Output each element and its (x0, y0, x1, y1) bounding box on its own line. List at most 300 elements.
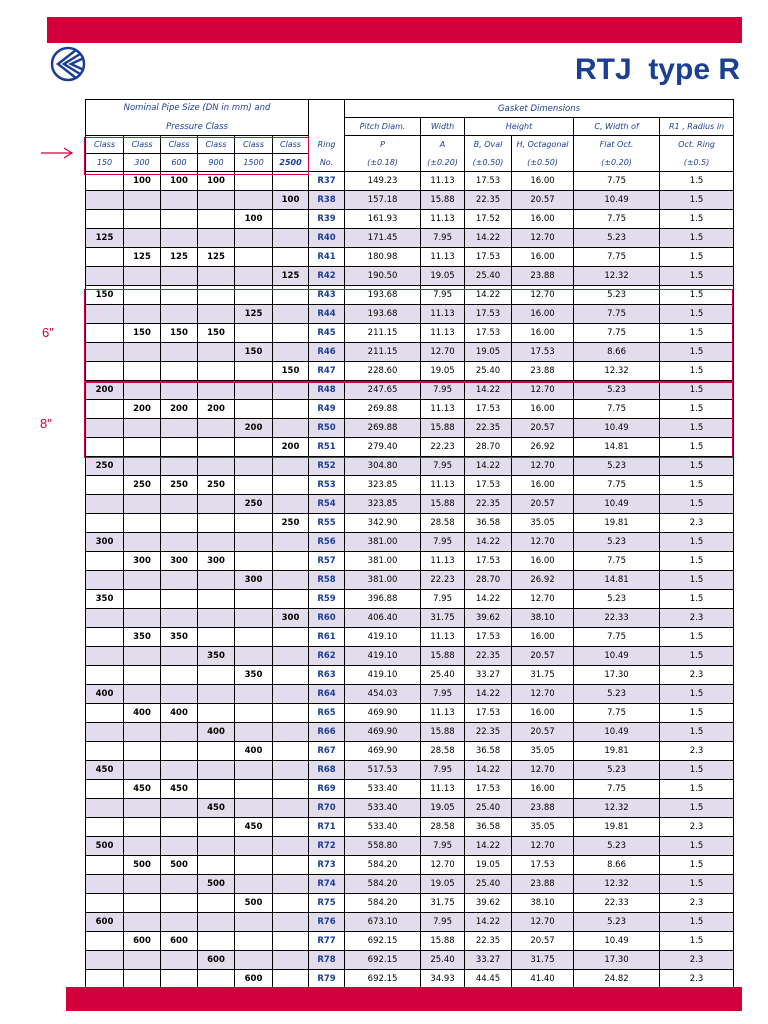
class-2500-cell (273, 647, 309, 666)
table-row (86, 666, 734, 685)
class-600-cell (161, 267, 198, 286)
radius-cell: 2.3 (660, 818, 734, 837)
octagonal-height-cell: 16.00 (512, 780, 574, 799)
octagonal-height-cell: 20.57 (512, 647, 574, 666)
class-600-cell (161, 818, 198, 837)
radius-cell: 1.5 (660, 780, 734, 799)
oval-height-cell: 22.35 (465, 932, 512, 951)
oval-height-cell: 22.35 (465, 723, 512, 742)
octagonal-height-cell: 17.53 (512, 343, 574, 362)
flat-width-cell: 5.23 (574, 913, 660, 932)
width-cell: 11.13 (421, 780, 465, 799)
octagonal-height-cell: 31.75 (512, 951, 574, 970)
flat-width-cell: 24.82 (574, 970, 660, 989)
class-150-cell (86, 818, 124, 837)
ring-no-cell: R44 (309, 305, 345, 324)
class-150-cell: 150 (86, 286, 124, 305)
flat-width-cell: 10.49 (574, 419, 660, 438)
table-row (86, 457, 734, 476)
class-900-cell (198, 761, 235, 780)
class-300-cell: 200 (124, 400, 161, 419)
oval-height-cell: 14.22 (465, 381, 512, 400)
pitch-diam-cell: 469.90 (345, 742, 421, 761)
table-row (86, 837, 734, 856)
oval-height-cell: 14.22 (465, 761, 512, 780)
oval-height-cell: 36.58 (465, 514, 512, 533)
class-1500-cell: 450 (235, 818, 273, 837)
class-1500-cell (235, 286, 273, 305)
width-cell: 11.13 (421, 248, 465, 267)
table-row (86, 609, 734, 628)
class-1500-cell (235, 533, 273, 552)
class-300-cell: 500 (124, 856, 161, 875)
class-value: 900 (198, 154, 235, 172)
octagonal-height-cell: 35.05 (512, 514, 574, 533)
oval-header-2: (±0.50) (465, 154, 512, 172)
class-600-cell: 250 (161, 476, 198, 495)
ring-no-cell: R55 (309, 514, 345, 533)
class-900-cell (198, 685, 235, 704)
bottom-accent-bar (66, 987, 742, 1011)
flat-width-cell: 7.75 (574, 324, 660, 343)
pitch-diam-cell: 469.90 (345, 723, 421, 742)
octagonal-height-cell: 20.57 (512, 191, 574, 210)
ring-no-cell: R49 (309, 400, 345, 419)
class-900-cell: 500 (198, 875, 235, 894)
class-900-cell (198, 837, 235, 856)
ring-no-cell: R74 (309, 875, 345, 894)
class-300-cell (124, 457, 161, 476)
oval-height-cell: 22.35 (465, 191, 512, 210)
class-900-cell (198, 191, 235, 210)
flat-width-cell: 5.23 (574, 229, 660, 248)
class-900-cell (198, 818, 235, 837)
flat-width-cell: 12.32 (574, 267, 660, 286)
flat-width-cell: 7.75 (574, 210, 660, 229)
radius-cell: 1.5 (660, 286, 734, 305)
class-1500-cell: 250 (235, 495, 273, 514)
pitch-diam-cell: 180.98 (345, 248, 421, 267)
class-150-cell (86, 742, 124, 761)
ring-no-cell: R79 (309, 970, 345, 989)
class-150-cell (86, 894, 124, 913)
oval-height-cell: 19.05 (465, 343, 512, 362)
octagonal-height-cell: 12.70 (512, 457, 574, 476)
class-1500-cell (235, 590, 273, 609)
radius-cell: 1.5 (660, 248, 734, 267)
oval-height-cell: 14.22 (465, 590, 512, 609)
class-300-cell (124, 381, 161, 400)
radius-cell: 1.5 (660, 799, 734, 818)
class-900-cell (198, 970, 235, 989)
table-row (86, 438, 734, 457)
oval-height-cell: 39.62 (465, 609, 512, 628)
class-1500-cell (235, 324, 273, 343)
ring-no-cell: R42 (309, 267, 345, 286)
class-900-cell (198, 438, 235, 457)
class-1500-cell (235, 400, 273, 419)
width-header-2: A (421, 136, 465, 154)
width-header-3: (±0.20) (421, 154, 465, 172)
class-2500-cell (273, 932, 309, 951)
rtj-gasket-table (85, 99, 734, 989)
class-2500-cell: 200 (273, 438, 309, 457)
class-2500-cell (273, 229, 309, 248)
class-1500-cell (235, 951, 273, 970)
flat-width-cell: 8.66 (574, 856, 660, 875)
ring-no-cell: R78 (309, 951, 345, 970)
octagonal-height-cell: 23.88 (512, 362, 574, 381)
class-150-cell (86, 343, 124, 362)
class-300-cell (124, 951, 161, 970)
class-2500-cell (273, 210, 309, 229)
class-900-cell (198, 571, 235, 590)
class-300-cell (124, 685, 161, 704)
table-row (86, 742, 734, 761)
ring-no-cell: R65 (309, 704, 345, 723)
class-600-cell: 100 (161, 172, 198, 191)
class-2500-cell (273, 704, 309, 723)
class-1500-cell: 200 (235, 419, 273, 438)
flat-width-cell: 7.75 (574, 400, 660, 419)
pitch-diam-cell: 211.15 (345, 324, 421, 343)
ring-no-cell: R39 (309, 210, 345, 229)
flat-width-cell: 14.81 (574, 438, 660, 457)
class-300-cell: 125 (124, 248, 161, 267)
class-150-cell: 200 (86, 381, 124, 400)
table-row (86, 210, 734, 229)
class-900-cell (198, 628, 235, 647)
class-1500-cell (235, 799, 273, 818)
class-2500-cell (273, 400, 309, 419)
radius-cell: 1.5 (660, 305, 734, 324)
oval-height-cell: 33.27 (465, 666, 512, 685)
class-900-cell (198, 666, 235, 685)
ring-no-cell: R75 (309, 894, 345, 913)
radius-cell: 1.5 (660, 324, 734, 343)
table-row (86, 723, 734, 742)
class-2500-cell (273, 780, 309, 799)
class-600-cell (161, 229, 198, 248)
pitch-diam-cell: 673.10 (345, 913, 421, 932)
class-600-cell (161, 457, 198, 476)
class-150-cell (86, 647, 124, 666)
radius-cell: 1.5 (660, 476, 734, 495)
class-1500-cell (235, 362, 273, 381)
radius-cell: 1.5 (660, 495, 734, 514)
class-300-cell (124, 609, 161, 628)
class-150-cell (86, 438, 124, 457)
class-150-cell (86, 514, 124, 533)
radius-cell: 1.5 (660, 571, 734, 590)
class-value: 150 (86, 154, 124, 172)
width-cell: 22.23 (421, 571, 465, 590)
table-row (86, 761, 734, 780)
class-900-cell (198, 894, 235, 913)
ring-no-cell: R67 (309, 742, 345, 761)
octagonal-height-cell: 38.10 (512, 894, 574, 913)
class-150-cell: 450 (86, 761, 124, 780)
octagonal-height-cell: 12.70 (512, 685, 574, 704)
pitch-diam-cell: 247.65 (345, 381, 421, 400)
oval-height-cell: 17.53 (465, 324, 512, 343)
class-300-cell (124, 343, 161, 362)
table-row (86, 286, 734, 305)
class-2500-cell (273, 248, 309, 267)
class-1500-cell (235, 837, 273, 856)
ring-no-cell: R61 (309, 628, 345, 647)
class-600-cell (161, 723, 198, 742)
ring-no-cell: R56 (309, 533, 345, 552)
class-300-cell (124, 229, 161, 248)
class-900-cell (198, 210, 235, 229)
class-900-cell: 125 (198, 248, 235, 267)
flat-width-cell: 7.75 (574, 552, 660, 571)
class-1500-cell (235, 172, 273, 191)
pitch-diam-cell: 269.88 (345, 400, 421, 419)
pitch-diam-cell: 533.40 (345, 780, 421, 799)
flat-width-cell: 19.81 (574, 742, 660, 761)
class-600-cell (161, 913, 198, 932)
class-150-cell (86, 970, 124, 989)
oval-height-cell: 36.58 (465, 818, 512, 837)
class-1500-cell: 150 (235, 343, 273, 362)
ring-no-cell: R66 (309, 723, 345, 742)
width-cell: 22.23 (421, 438, 465, 457)
class-600-cell (161, 799, 198, 818)
class-150-cell (86, 172, 124, 191)
pitch-diam-cell: 161.93 (345, 210, 421, 229)
flat-header-2: Flat Oct. (574, 136, 660, 154)
width-cell: 28.58 (421, 818, 465, 837)
class-600-cell (161, 742, 198, 761)
class-300-cell: 100 (124, 172, 161, 191)
class-1500-cell (235, 514, 273, 533)
class-150-cell (86, 305, 124, 324)
radius-cell: 1.5 (660, 875, 734, 894)
table-row (86, 476, 734, 495)
pitch-diam-cell: 469.90 (345, 704, 421, 723)
oval-height-cell: 25.40 (465, 267, 512, 286)
class-2500-cell (273, 286, 309, 305)
class-600-cell (161, 286, 198, 305)
width-cell: 11.13 (421, 704, 465, 723)
flat-header-1: C, Width of (574, 118, 660, 136)
octagonal-height-cell: 23.88 (512, 799, 574, 818)
class-600-cell (161, 590, 198, 609)
class-300-cell: 300 (124, 552, 161, 571)
class-300-cell (124, 875, 161, 894)
class-900-cell (198, 913, 235, 932)
radius-cell: 2.3 (660, 970, 734, 989)
flat-width-cell: 7.75 (574, 172, 660, 191)
width-cell: 11.13 (421, 172, 465, 191)
class-1500-cell (235, 476, 273, 495)
width-cell: 28.58 (421, 742, 465, 761)
height-header: Height (465, 118, 574, 136)
class-900-cell (198, 780, 235, 799)
class-150-cell (86, 666, 124, 685)
ring-no-cell: R50 (309, 419, 345, 438)
oct-header-1: H, Octagonal (512, 136, 574, 154)
flat-width-cell: 7.75 (574, 704, 660, 723)
width-cell: 11.13 (421, 210, 465, 229)
ring-no-cell: R46 (309, 343, 345, 362)
width-cell: 15.88 (421, 495, 465, 514)
class-900-cell: 600 (198, 951, 235, 970)
class-1500-cell (235, 932, 273, 951)
class-900-cell: 450 (198, 799, 235, 818)
class-1500-cell (235, 723, 273, 742)
class-2500-cell (273, 818, 309, 837)
nps-header-line2: Pressure Class (166, 122, 228, 132)
pitch-diam-cell: 381.00 (345, 571, 421, 590)
class-300-cell (124, 647, 161, 666)
oval-height-cell: 17.53 (465, 780, 512, 799)
pitch-diam-cell: 323.85 (345, 476, 421, 495)
ring-no-cell: R43 (309, 286, 345, 305)
octagonal-height-cell: 12.70 (512, 590, 574, 609)
ring-no-cell: R68 (309, 761, 345, 780)
class-600-cell: 500 (161, 856, 198, 875)
pitch-diam-cell: 342.90 (345, 514, 421, 533)
class-600-cell: 200 (161, 400, 198, 419)
class-600-cell (161, 894, 198, 913)
width-cell: 15.88 (421, 191, 465, 210)
class-150-cell (86, 248, 124, 267)
class-2500-cell (273, 628, 309, 647)
class-150-cell: 400 (86, 685, 124, 704)
oval-header-1: B, Oval (465, 136, 512, 154)
octagonal-height-cell: 26.92 (512, 571, 574, 590)
pitch-diam-cell: 323.85 (345, 495, 421, 514)
radius-cell: 1.5 (660, 172, 734, 191)
class-900-cell: 150 (198, 324, 235, 343)
octagonal-height-cell: 20.57 (512, 723, 574, 742)
class-600-cell (161, 875, 198, 894)
radius-cell: 1.5 (660, 856, 734, 875)
flat-width-cell: 8.66 (574, 343, 660, 362)
radius-cell: 1.5 (660, 419, 734, 438)
class-1500-cell (235, 248, 273, 267)
class-900-cell: 200 (198, 400, 235, 419)
radius-cell: 1.5 (660, 267, 734, 286)
flat-width-cell: 7.75 (574, 476, 660, 495)
class-2500-cell (273, 324, 309, 343)
class-900-cell (198, 742, 235, 761)
table-row (86, 514, 734, 533)
class-300-cell (124, 191, 161, 210)
flat-width-cell: 12.32 (574, 875, 660, 894)
class-word: Class (198, 136, 235, 154)
width-cell: 11.13 (421, 476, 465, 495)
class-word: Class (161, 136, 198, 154)
class-value: 600 (161, 154, 198, 172)
class-1500-cell (235, 761, 273, 780)
flat-width-cell: 22.33 (574, 894, 660, 913)
width-cell: 12.70 (421, 856, 465, 875)
class-2500-cell (273, 552, 309, 571)
red-arrow-right-icon (40, 146, 74, 160)
class-2500-cell (273, 533, 309, 552)
class-2500-cell: 300 (273, 609, 309, 628)
octagonal-height-cell: 12.70 (512, 913, 574, 932)
gasket-dimensions-header: Gasket Dimensions (345, 100, 734, 118)
pitch-diam-cell: 193.68 (345, 286, 421, 305)
class-150-cell (86, 799, 124, 818)
class-2500-cell (273, 970, 309, 989)
flat-width-cell: 5.23 (574, 457, 660, 476)
octagonal-height-cell: 20.57 (512, 495, 574, 514)
width-cell: 25.40 (421, 666, 465, 685)
octagonal-height-cell: 38.10 (512, 609, 574, 628)
oval-height-cell: 17.53 (465, 476, 512, 495)
class-900-cell (198, 457, 235, 476)
class-600-cell (161, 761, 198, 780)
radius-cell: 1.5 (660, 533, 734, 552)
radius-cell: 1.5 (660, 837, 734, 856)
octagonal-height-cell: 16.00 (512, 552, 574, 571)
class-900-cell (198, 343, 235, 362)
octagonal-height-cell: 20.57 (512, 932, 574, 951)
class-300-cell (124, 742, 161, 761)
octagonal-height-cell: 35.05 (512, 742, 574, 761)
class-600-cell: 300 (161, 552, 198, 571)
pitch-diam-cell: 692.15 (345, 951, 421, 970)
ring-no-cell: R51 (309, 438, 345, 457)
table-row (86, 571, 734, 590)
class-300-cell: 450 (124, 780, 161, 799)
width-cell: 7.95 (421, 533, 465, 552)
table-row (86, 533, 734, 552)
width-cell: 19.05 (421, 875, 465, 894)
class-150-cell (86, 856, 124, 875)
radius-cell: 1.5 (660, 210, 734, 229)
ring-no-cell: R62 (309, 647, 345, 666)
class-value: 300 (124, 154, 161, 172)
class-600-cell: 450 (161, 780, 198, 799)
table-row (86, 647, 734, 666)
octagonal-height-cell: 12.70 (512, 381, 574, 400)
class-word: Class (235, 136, 273, 154)
class-word: Class (273, 136, 309, 154)
oval-height-cell: 17.53 (465, 248, 512, 267)
class-600-cell (161, 571, 198, 590)
class-150-cell (86, 704, 124, 723)
octagonal-height-cell: 35.05 (512, 818, 574, 837)
ring-no-cell: R73 (309, 856, 345, 875)
pitch-diam-cell: 584.20 (345, 875, 421, 894)
page-title: RTJ type R (574, 53, 740, 86)
width-cell: 7.95 (421, 286, 465, 305)
octagonal-height-cell: 41.40 (512, 970, 574, 989)
class-1500-cell (235, 267, 273, 286)
ring-no-cell: R60 (309, 609, 345, 628)
oval-height-cell: 17.53 (465, 305, 512, 324)
pitch-diam-cell: 381.00 (345, 552, 421, 571)
oval-height-cell: 36.58 (465, 742, 512, 761)
oval-height-cell: 22.35 (465, 647, 512, 666)
flat-width-cell: 19.81 (574, 818, 660, 837)
radius-cell: 1.5 (660, 381, 734, 400)
class-1500-cell (235, 647, 273, 666)
class-150-cell (86, 210, 124, 229)
oval-height-cell: 25.40 (465, 362, 512, 381)
class-300-cell: 350 (124, 628, 161, 647)
width-cell: 15.88 (421, 419, 465, 438)
table-row (86, 590, 734, 609)
octagonal-height-cell: 16.00 (512, 305, 574, 324)
